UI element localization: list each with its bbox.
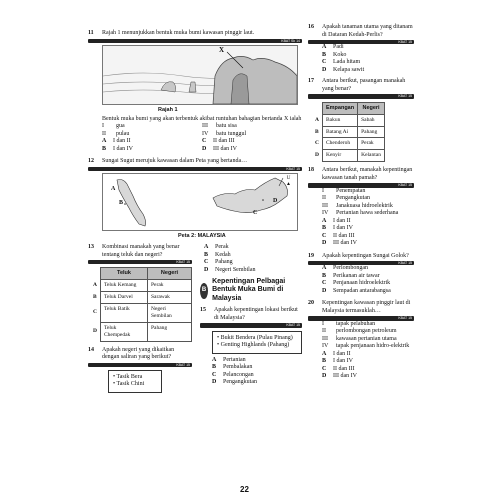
option-b[interactable]: B Kedah	[204, 251, 231, 258]
kbat-tag: KBAT 15	[308, 261, 414, 265]
roman-item: III Janakuasa hidroelektrik	[322, 202, 393, 209]
question-13	[88, 244, 192, 259]
option-a[interactable]: A I dan II	[322, 350, 351, 357]
teluk-table	[90, 267, 192, 341]
lower-left-block	[88, 244, 302, 393]
question-prompt: Bentuk muka bumi yang akan terbentuk akibat runtuhan bahagian bertanda X ialah	[102, 115, 302, 122]
option-c[interactable]: C Pahang	[204, 259, 233, 265]
option-c[interactable]: C II dan III	[202, 138, 235, 145]
roman-item: III batu sisa	[202, 123, 237, 130]
question-text: Apakah negeri yang dikaitkan dengan saliran yang berikut?	[102, 346, 175, 360]
map-caption: Peta 2: MALAYSIA	[178, 233, 226, 240]
answer-options	[322, 44, 414, 74]
roman-item: IV Pertanian hawa sederhana	[322, 210, 399, 216]
question-number: 20	[308, 300, 314, 307]
question-number: 11	[88, 30, 94, 36]
table-header: Negeri	[358, 102, 385, 114]
bullet-item: • Tasik Chini	[113, 381, 145, 388]
option-d[interactable]: D III dan IV	[322, 373, 357, 380]
question-17	[308, 78, 414, 93]
option-d[interactable]: D Sempadan antarabangsa	[322, 287, 391, 294]
kbat-tag: KBAT 15	[88, 260, 192, 264]
table-header: Teluk	[100, 268, 147, 280]
middle-column	[200, 244, 302, 393]
option-d[interactable]: D Kelapa sawit	[322, 66, 365, 73]
kbat-tag: KBAT 15	[200, 323, 302, 327]
question-15	[200, 307, 302, 322]
table-row[interactable]: C Chenderoh Perak	[312, 138, 384, 150]
question-text: Apakah kepentingan Sungai Golok?	[322, 252, 409, 259]
table-row[interactable]: B Batang Ai Pahang	[312, 126, 384, 138]
table-header: Empangan	[322, 102, 357, 114]
option-b[interactable]: B Koko	[322, 51, 347, 58]
roman-items	[322, 188, 414, 218]
option-a[interactable]: A I dan II	[322, 217, 351, 224]
roman-item: I Penempatan	[322, 187, 366, 194]
question-20	[308, 300, 414, 315]
map-label-c: C	[253, 210, 258, 217]
question-number: 14	[88, 346, 94, 353]
option-b[interactable]: B I dan IV	[102, 145, 133, 152]
question-text: Rajah 1 menunjukkan bentuk muka bumi kawasan pinggir laut.	[102, 30, 255, 36]
roman-item: I gua	[102, 123, 125, 130]
kbat-tag: KBAT 15	[308, 183, 414, 187]
question-number: 18	[308, 167, 314, 174]
bullet-item: • Tasik Bera	[113, 373, 143, 380]
location-box	[212, 331, 302, 354]
question-text: Antara berikut, pasangan manakah yang benar?	[322, 78, 406, 92]
question-12	[88, 158, 302, 166]
option-c[interactable]: C Lada hitam	[322, 59, 361, 66]
table-row[interactable]: A Bakun Sabah	[312, 114, 384, 126]
question-text: Apakah tanaman utama yang ditanam di Dataran Kedah-Perlis?	[322, 24, 413, 38]
option-d[interactable]: D Pengangkutan	[212, 379, 257, 386]
question-text: Kepentingan kawasan pinggir laut di Malaysia termasuklah…	[322, 300, 411, 314]
lake-box	[108, 370, 162, 393]
option-c[interactable]: C II dan III	[322, 365, 355, 372]
left-column	[88, 30, 302, 393]
north-arrow-icon: U ▲	[286, 176, 291, 188]
option-a[interactable]: A Padi	[322, 44, 344, 51]
option-a[interactable]: A Perlombongan	[322, 265, 368, 272]
option-a[interactable]: A Pertanian	[212, 356, 246, 363]
roman-item: II perlombongan petroleum	[322, 328, 397, 335]
question-number: 12	[88, 158, 94, 165]
malaysia-map	[102, 173, 298, 231]
question-19	[308, 253, 414, 261]
question-text: Apakah kepentingan lokasi berikut di Malaysia?	[214, 307, 298, 321]
question-16	[308, 24, 414, 39]
page-number: 22	[240, 485, 249, 494]
section-title: Kepentingan Pelbagai Bentuk Muka Bumi di Malaysia	[212, 278, 286, 302]
section-header	[200, 278, 302, 303]
roman-item: IV tapak penjanaan hidro-elektrik	[322, 343, 410, 350]
answer-options	[102, 138, 302, 153]
option-c[interactable]: C II dan III	[322, 232, 355, 239]
kbat-tag: KBAT 15	[308, 40, 414, 44]
option-d[interactable]: D III dan IV	[202, 145, 237, 152]
empangan-table	[312, 102, 385, 162]
coast-figure	[102, 45, 298, 105]
map-label-d: D	[273, 198, 278, 205]
marker-x: X	[219, 45, 225, 54]
coastal-landform-illustration	[103, 46, 297, 104]
question-number: 15	[200, 307, 206, 314]
malaysia-map-illustration	[103, 174, 297, 230]
roman-item: II Pengangkutan	[322, 195, 370, 201]
table-header: Negeri	[147, 268, 191, 280]
map-label-a: A	[111, 186, 116, 193]
kbat-tag: KBAT 15	[88, 167, 302, 171]
right-column	[308, 24, 414, 381]
table-row[interactable]: B Teluk Darvel Sarawak	[90, 292, 192, 304]
answer-options	[322, 351, 414, 381]
answer-options	[322, 265, 414, 295]
roman-item: II pulau	[102, 130, 130, 137]
option-b[interactable]: B I dan IV	[322, 225, 353, 231]
roman-items	[102, 123, 302, 138]
question-18	[308, 167, 414, 182]
option-b[interactable]: B Pembalakan	[212, 364, 253, 371]
section-badge: B	[200, 283, 208, 299]
roman-item: I tapak pelabuhan	[322, 320, 376, 327]
table-row[interactable]: D Kenyir Kelantan	[312, 150, 384, 162]
question-text: Kombinasi manakah yang benar tentang teluk dan negeri?	[102, 244, 180, 258]
figure-caption: Rajah 1	[158, 106, 178, 113]
question-text: Sungai Sugut merujuk kawasan dalam Peta yang bertanda…	[102, 158, 248, 165]
question-number: 19	[308, 252, 314, 259]
kbat-tag: KBAT 15	[308, 316, 414, 320]
table-row[interactable]: C Teluk Batik Negeri Sembilan	[90, 304, 192, 323]
table-row[interactable]: D Teluk Chempedak Pahang	[90, 322, 192, 341]
q13-q14-column	[88, 244, 192, 393]
kbat-tag: KBAT Sk 14	[88, 39, 302, 43]
table-row[interactable]: A Teluk Kemang Perak	[90, 280, 192, 292]
question-number: 17	[308, 78, 314, 85]
question-11	[88, 30, 302, 38]
question-number: 16	[308, 24, 314, 30]
answer-options	[212, 357, 302, 387]
kbat-tag: KBAT 15	[88, 363, 192, 367]
answer-options	[322, 218, 414, 248]
option-d[interactable]: D Negeri Sembilan	[204, 266, 256, 273]
roman-item: III kawasan pertanian utama	[322, 335, 397, 342]
option-b[interactable]: B Perikanan air tawar	[322, 272, 380, 279]
bullet-item: • Genting Highlands (Pahang)	[217, 342, 290, 349]
option-d[interactable]: D III dan IV	[322, 240, 357, 246]
roman-items	[322, 321, 414, 351]
question-text: Antara berikut, manakah kepentingan kawasan tanah pamah?	[322, 167, 413, 181]
option-b[interactable]: B I dan IV	[322, 358, 353, 365]
question-number: 13	[88, 244, 94, 250]
question-14	[88, 347, 192, 362]
map-label-b: B	[119, 200, 124, 207]
bullet-item: • Bukit Bendera (Pulau Pinang)	[217, 334, 293, 341]
option-a[interactable]: A Perak	[204, 244, 229, 250]
option-c[interactable]: C Penjanaan hidroelektrik	[322, 280, 391, 287]
option-c[interactable]: C Pelancongan	[212, 371, 254, 378]
answer-options	[204, 244, 302, 274]
kbat-tag: KBAT 15	[308, 94, 414, 98]
option-a[interactable]: A I dan II	[102, 138, 131, 145]
roman-item: IV batu tunggul	[202, 130, 247, 137]
